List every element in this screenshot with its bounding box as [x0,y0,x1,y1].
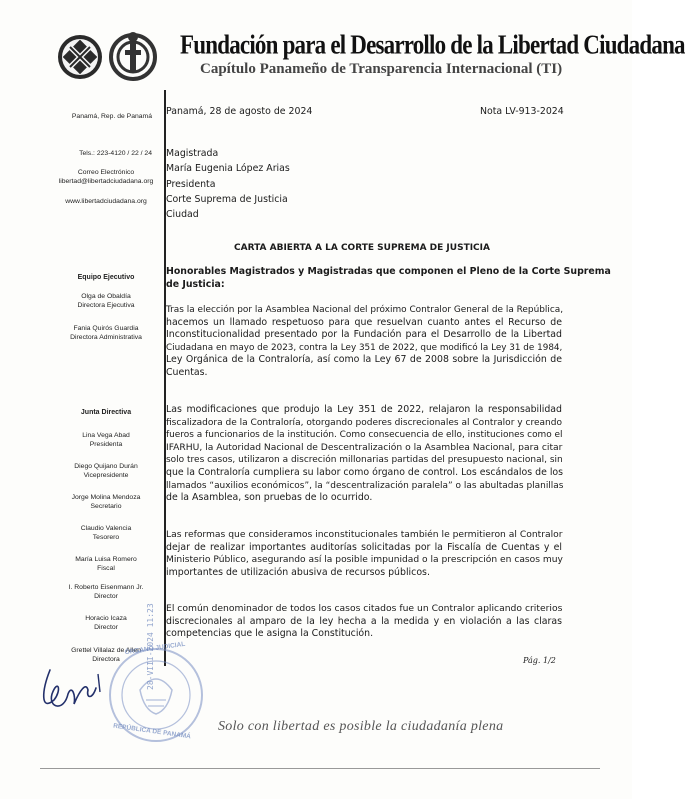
board-member-role: Director [94,624,118,631]
board-member-name: Grettel Villalaz de Allen [71,647,141,654]
paragraph-line: llamados “auxilios económicos”, la “descentralización paralela” o las abultadas planillas [166,480,564,491]
sidebar-email-label: Correo Electrónico [77,169,135,176]
board-member-role: Vicepresidente [83,472,129,479]
paragraph-line: hacemos un llamado respetuoso para que resuelvan cuanto antes el Recurso de [166,316,562,328]
sidebar-phone: Tels.: 223-4120 / 22 / 24 [79,150,152,157]
paragraph-line: discrecionales al amparo de la ley hecha a la medida y en violación a las claras [166,615,562,627]
board-member-role: Secretario [90,503,122,510]
paragraph-line: Ciudadana en mayo de 2023, contra la Ley 351 de 2022, que modificó la Ley 31 de 1984, [166,342,563,353]
executive-member-name: Fania Quirós Guardia [73,325,139,332]
paragraph-2 [166,404,562,505]
letter-salutation [166,266,611,291]
foundation-logo-icon [56,33,104,81]
board-member-name: Lina Vega Abad [82,432,130,439]
board-member-role: Directora [92,656,120,663]
organization-title: Fundación para el Desarrollo de la Libertad Ciudadana [180,30,685,60]
stamp-received-date: 28-VIII-2024 11:23 [146,603,155,690]
paragraph-line: IFARHU, la Autoridad Nacional de Descentralización o la Asamblea Nacional, para citar [166,441,563,453]
board-member-name: Claudio Valencia [80,525,132,532]
paragraph-line: solo tres casos, utilizaron a discreción millonarias partidas del presupuesto nacional, sin [166,455,563,466]
paragraph-line: Inconstitucionalidad presentado por la Fundación para el Desarrollo de la Libertad [166,329,562,341]
paragraph-line: Las reformas que consideramos inconstitucionales también le permitieron al Contralor [166,529,563,540]
board-member-name: Diego Quijano Durán [74,463,138,470]
board-member-role: Presidenta [89,441,123,448]
organization-subtitle: Capítulo Panameño de Transparencia Internacional (TI) [200,61,563,77]
paragraph-4 [166,603,562,641]
board-member-name: María Luisa Romero [75,556,137,563]
board-member-role: Fiscal [97,565,115,572]
letter-date: Panamá, 28 de agosto de 2024 [166,106,313,117]
sidebar-email: libertad@libertadciudadana.org [58,178,154,185]
executive-member-name: Olga de Obaldía [81,293,131,300]
stamp-bottom-text: REPÚBLICA DE PANAMÁ [112,722,192,741]
page-number: Pág. 1/2 [523,656,556,665]
paragraph-3 [166,529,562,579]
executive-member-role: Directora Administrativa [70,334,142,341]
board-heading: Junta Directiva [80,409,132,416]
paragraph-line: Ministerio Público, asegurando así la posible impunidad o la prescripción en casos muy [166,555,563,566]
recipient-line: Corte Suprema de Justicia [166,193,288,205]
board-member-role: Tesorero [92,534,120,541]
board-member-name: Horacio Icaza [85,615,127,622]
paragraph-line: dejar de realizar importantes auditorías solicitadas por la Fiscalía de Cuentas y el [166,541,562,553]
paragraph-line: competencias que le asigna la Constitución. [166,628,374,640]
paragraph-line: Tras la elección por la Asamblea Nacional del próximo Contralor General de la República, [166,305,564,315]
recipient-line: Magistrada [166,148,219,159]
paragraph-line: Cuentas. [166,366,208,378]
paragraph-line: Las modificaciones que produjo la Ley 351 de 2022, relajaron la responsabilidad [166,404,562,415]
paragraph-line: fueros a funcionarios de la institución. Como consecuencia de ello, instituciones como el [166,430,563,441]
paragraph-line: importantes de utilización abusiva de recursos públicos. [166,566,430,578]
footer-divider [40,768,600,769]
transparency-international-logo-icon [108,30,158,82]
executive-member-role: Directora Ejecutiva [77,302,135,309]
paragraph-line: de la Asamblea, son pruebas de lo ocurrido. [166,492,373,504]
executive-team-heading: Equipo Ejecutivo [77,274,135,281]
board-member-name: Jorge Molina Mendoza [71,494,141,501]
footer-motto: Solo con libertad es posible la ciudadanía plena [218,719,504,734]
handwritten-signature [34,660,114,720]
sidebar-website: www.libertadciudadana.org [65,198,147,205]
salutation-line: de Justicia: [166,278,225,290]
board-member-role: Director [94,593,118,600]
recipient-block [166,146,290,222]
board-member-name: I. Roberto Eisenmann Jr. [68,584,144,591]
paragraph-line: que la Contraloría cumpliera su labor como órgano de control. Los escándalos de los [166,466,564,478]
paragraph-1 [166,304,562,380]
letter-reference-number: Nota LV-913-2024 [480,106,564,117]
letter-heading: CARTA ABIERTA A LA CORTE SUPREMA DE JUSTICIA [234,243,490,253]
paragraph-line: Ley Orgánica de la Contraloría, así como la Ley 67 de 2008 sobre la Jurisdicción de [166,354,562,366]
paragraph-line: El común denominador de todos los casos citados fue un Contralor aplicando criterios [166,603,563,614]
recipient-line: María Eugenia López Arias [166,163,290,175]
paragraph-line: fiscalizadora de la Contraloría, otorgando poderes discrecionales al Contralor y creando [166,417,562,428]
stamp-top-text: ÓRGANO JUDICIAL [124,640,186,657]
salutation-line: Honorables Magistrados y Magistradas que componen el Pleno de la Corte Suprema [166,266,611,277]
recipient-line: Ciudad [166,209,199,221]
sidebar-location: Panamá, Rep. de Panamá [71,113,152,120]
recipient-line: Presidenta [166,178,216,190]
